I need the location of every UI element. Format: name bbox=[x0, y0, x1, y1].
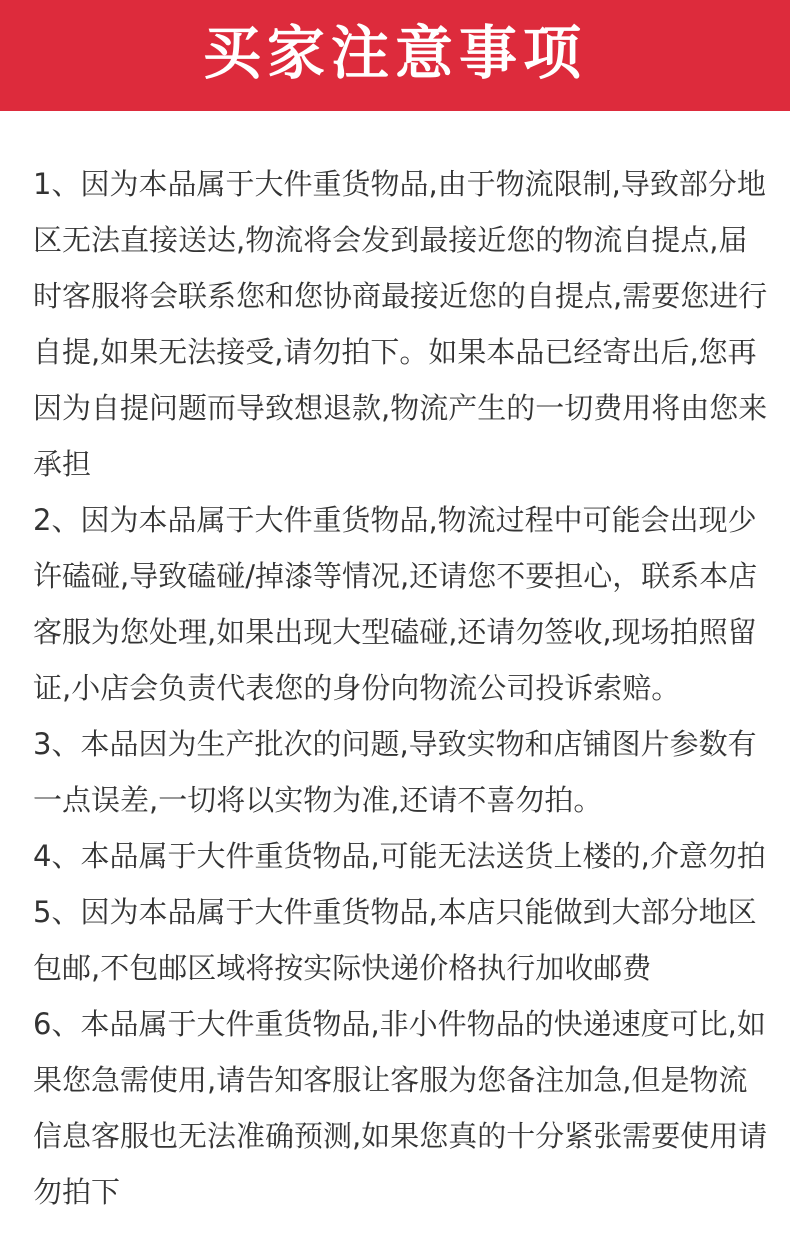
notice-item-3: 3、本品因为生产批次的问题,导致实物和店铺图片参数有一点误差,一切将以实物为准,还请不喜勿拍。 bbox=[33, 727, 757, 817]
notice-item-1: 1、因为本品属于大件重货物品,由于物流限制,导致部分地区无法直接送达,物流将会发到最接近您的物流自提点,届时客服将会联系您和您协商最接近您的自提点,需要您进行自提,如果无法接受,请勿拍下。如果本品已经寄出后,您再因为自提问题而导致想退款,物流产生的一切费用将由您来承担 bbox=[33, 167, 768, 481]
header-banner bbox=[0, 0, 790, 111]
notice-item-2: 2、因为本品属于大件重货物品,物流过程中可能会出现少许磕碰,导致磕碰/掉漆等情况,还请您不要担心，联系本店客服为您处理,如果出现大型磕碰,还请勿签收,现场拍照留证,小店会负责代表您的身份向物流公司投诉索赔。 bbox=[33, 503, 758, 705]
notice-list bbox=[33, 156, 768, 1220]
notice-item-5: 5、因为本品属于大件重货物品,本店只能做到大部分地区包邮,不包邮区域将按实际快递价格执行加收邮费 bbox=[33, 895, 757, 985]
page-title: 买家注意事项 bbox=[202, 18, 587, 87]
notice-item-6: 6、本品属于大件重货物品,非小件物品的快递速度可比,如果您急需使用,请告知客服让客服为您备注加急,但是物流信息客服也无法准确预测,如果您真的十分紧张需要使用请勿拍下 bbox=[33, 1007, 768, 1209]
notice-item-4: 4、本品属于大件重货物品,可能无法送货上楼的,介意勿拍 bbox=[33, 839, 766, 873]
